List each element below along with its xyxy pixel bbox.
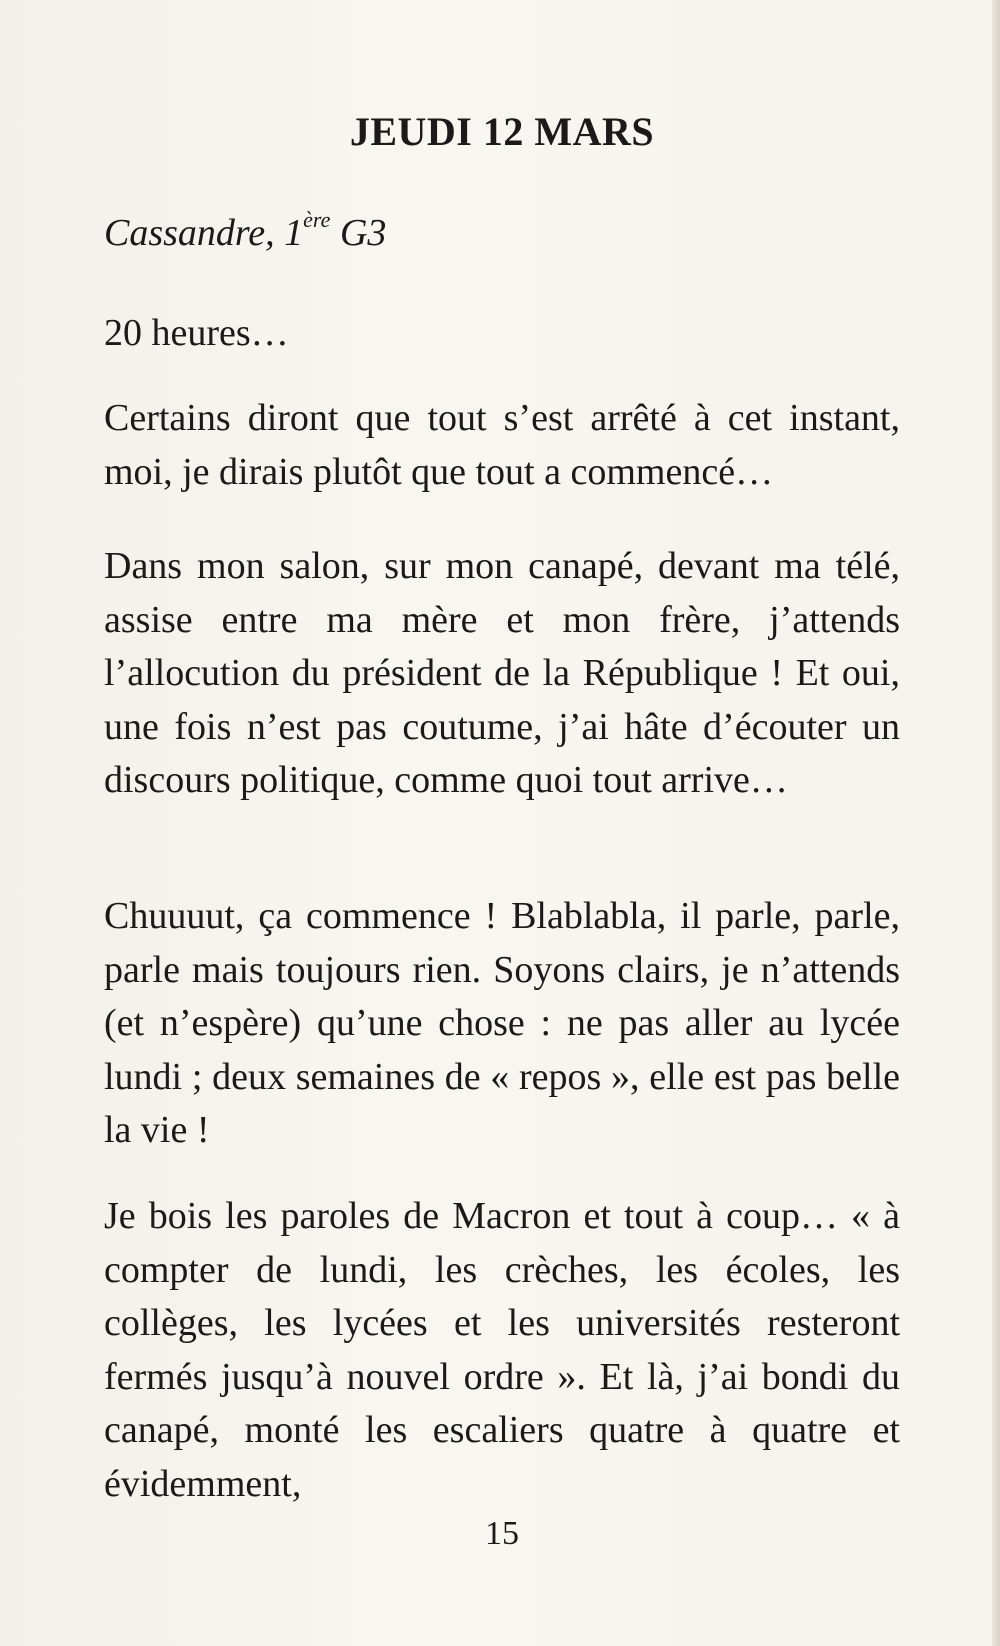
page-edge: [992, 0, 1000, 1646]
byline: [104, 207, 387, 256]
paragraph-3: Chuuuut, ça commence ! Blablabla, il parle, parle, parle mais toujours rien. Soyons clairs, je n’attends (et n’espère) qu’une chose : ne pas aller au lycée lundi ; deux semaines de « repos », elle est pas belle la vie !: [104, 895, 900, 1151]
chapter-title: JEUDI 12 MARS: [349, 109, 655, 154]
byline-class: G3: [330, 212, 387, 254]
paragraph-4: Je bois les paroles de Macron et tout à coup… « à compter de lundi, les crèches, les écoles, les collèges, les lycées et les universités resteront fermés jusqu’à nouvel ordre ». Et là, j’ai bondi du canapé, monté les escaliers quatre à quatre et évidemment,: [104, 1195, 900, 1505]
byline-name: Cassandre, 1: [104, 212, 304, 254]
paragraph-1: Certains diront que tout s’est arrêté à cet instant, moi, je dirais plutôt que tout a commencé…: [104, 397, 900, 493]
paragraph-2: Dans mon salon, sur mon canapé, devant ma télé, assise entre ma mère et mon frère, j’attends l’allocution du président de la République ! Et oui, une fois n’est pas coutume, j’ai hâte d’écouter un discours politique, comme quoi tout arrive…: [104, 545, 900, 801]
time-heading: 20 heures…: [104, 312, 289, 354]
page-number: 15: [485, 1515, 519, 1552]
byline-superscript: ère: [303, 207, 331, 233]
